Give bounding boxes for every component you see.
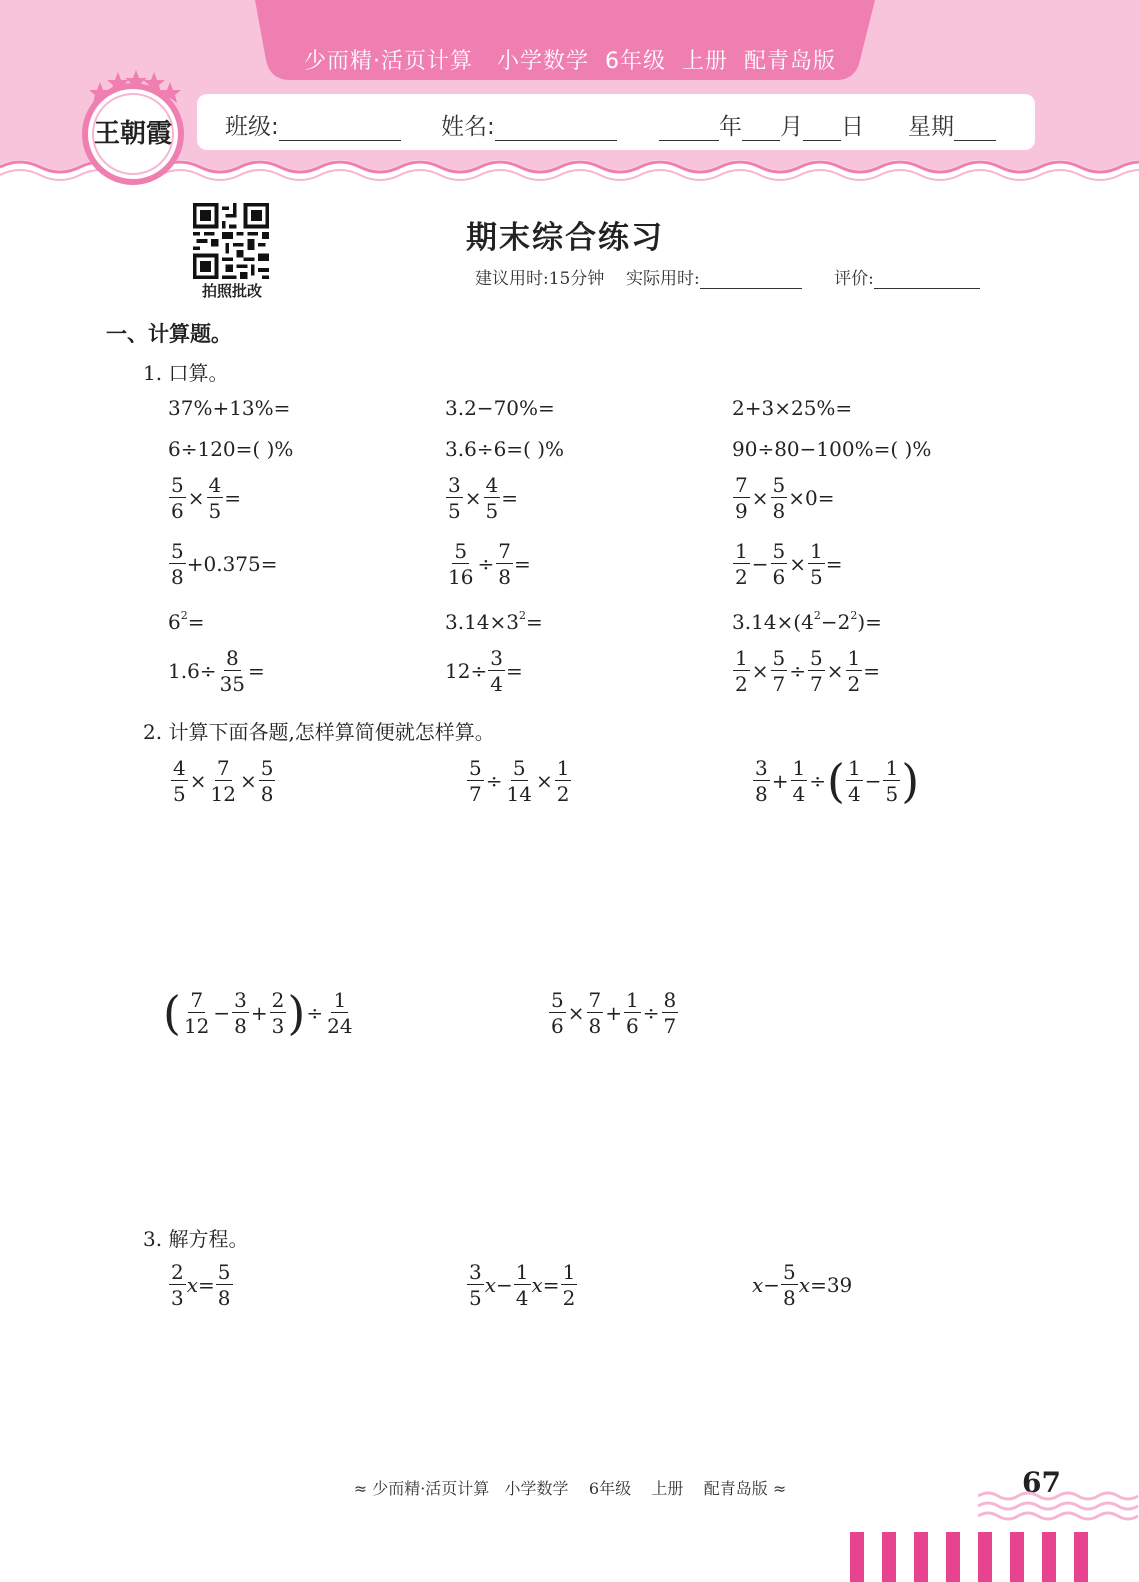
timing-info <box>475 264 980 289</box>
q1-item-2: 3.2−70%= <box>445 396 555 420</box>
q2-item-2: $\frac{5}{7}$ ÷ $\frac{5}{14}$ × $\frac{1}{2}$ <box>469 756 570 806</box>
name-label: 姓名: <box>441 114 495 140</box>
q1-item-14: $3.14\times 3^2=$ <box>445 609 543 634</box>
q1-item-10: 5 8 +0.375= <box>171 539 278 589</box>
q2-item-5: $\frac{5}{6}$ × $\frac{7}{8}$ + $\frac{1}{6}$ ÷ $\frac{8}{7}$ <box>551 988 677 1038</box>
footer-bar <box>914 1532 928 1582</box>
footer-bar <box>1010 1532 1024 1582</box>
qr-caption: 拍照批改 <box>201 282 262 300</box>
footer-bar <box>882 1532 896 1582</box>
q1-item-8: $\frac{3}{5}$ × $\frac{4}{5}$ = <box>448 473 518 523</box>
q1-item-17: 12÷ $\frac{3}{4}$ = <box>445 646 523 696</box>
svg-text:王朝霞: 王朝霞 <box>93 119 173 149</box>
q1-label: 1. 口算。 <box>143 361 229 385</box>
month-label: 月 <box>780 114 803 140</box>
footer-bar <box>978 1532 992 1582</box>
q3-item-2: 3 5 x− $\frac{1}{4}$ x= $\frac{1}{2}$ <box>469 1260 576 1310</box>
actual-time-label: 实际用时: <box>625 269 700 289</box>
q1-item-7: $\frac{5}{6}$ × $\frac{4}{5}$ = <box>171 473 241 523</box>
q2-item-1: $\frac{4}{5}$ × $\frac{7}{12}$ × $\frac{5}{8}$ <box>173 756 274 806</box>
footer-waves <box>978 1488 1139 1528</box>
q1-item-3: 2+3×25%= <box>732 396 853 420</box>
page-number: 67 <box>1022 1466 1061 1499</box>
q1-item-5: 3.6÷6=( )% <box>445 437 565 461</box>
qr-code-icon[interactable] <box>193 203 269 279</box>
q1-item-12: 1 2 − $\frac{5}{6}$ × $\frac{1}{5}$ = <box>735 539 843 589</box>
q1-item-11: $\frac{5}{16}$ ÷ $\frac{7}{8}$ = <box>448 539 531 589</box>
brand-logo <box>78 70 188 185</box>
q1-item-1: 37%+13%= <box>168 396 291 420</box>
q1-item-9: $\frac{7}{9}$ × $\frac{5}{8}$ ×0= <box>735 473 835 523</box>
page-title: 期末综合练习 <box>466 220 664 256</box>
class-field[interactable] <box>225 108 401 141</box>
q1-item-4: 6÷120=( )% <box>168 437 294 461</box>
section-heading: 一、计算题。 <box>106 322 232 346</box>
footer-bar <box>946 1532 960 1582</box>
footer-text: ≈ 少而精·活页计算 小学数学 6年级 上册 配青岛版 ≈ <box>353 1479 787 1498</box>
rating-label: 评价: <box>834 269 874 289</box>
q1-item-13: $6^2=$ <box>168 609 205 634</box>
weekday-field[interactable] <box>908 108 996 141</box>
q2-item-4: ( 7 12 − $\frac{3}{8}$ + $\frac{2}{3}$ ) ÷ $\frac{1}{24}$ <box>163 985 353 1040</box>
q3-item-3: x− $\frac{5}{8}$ x=39 <box>752 1260 853 1310</box>
footer-bar <box>1074 1532 1088 1582</box>
q3-label: 3. 解方程。 <box>143 1227 249 1251</box>
footer-bar <box>850 1532 864 1582</box>
year-label: 年 <box>719 114 742 140</box>
q3-item-1: 2 3 x= $\frac{5}{8}$ <box>171 1260 231 1310</box>
actual-time-blank[interactable] <box>700 268 802 289</box>
q1-item-18: $\frac{1}{2}$ × $\frac{5}{7}$ ÷ $\frac{5}{7}$ × $\frac{1}{2}$ = <box>735 646 880 696</box>
class-label: 班级: <box>225 114 279 140</box>
weekday-label: 星期 <box>908 114 954 140</box>
q2-item-3: 3 8 + $\frac{1}{4}$ ÷ ( 1 4 − $\frac{1}{5}$ ) <box>755 753 920 808</box>
day-label: 日 <box>841 114 864 140</box>
q1-item-16: 1.6÷ $\frac{8}{35}$ = <box>168 646 265 696</box>
q1-item-6: 90÷80−100%=( )% <box>732 437 932 461</box>
suggested-time: 建议用时:15分钟 <box>475 269 605 289</box>
q1-item-15: $3.14\times(4^2-2^2)=$ <box>732 609 882 634</box>
rating-blank[interactable] <box>874 268 980 289</box>
name-field[interactable] <box>441 108 617 141</box>
footer-bar <box>1042 1532 1056 1582</box>
q2-label: 2. 计算下面各题,怎样算简便就怎样算。 <box>143 720 495 744</box>
series-title: 少而精·活页计算 小学数学 6年级 上册 配青岛版 <box>304 49 836 74</box>
date-field[interactable] <box>659 108 864 141</box>
